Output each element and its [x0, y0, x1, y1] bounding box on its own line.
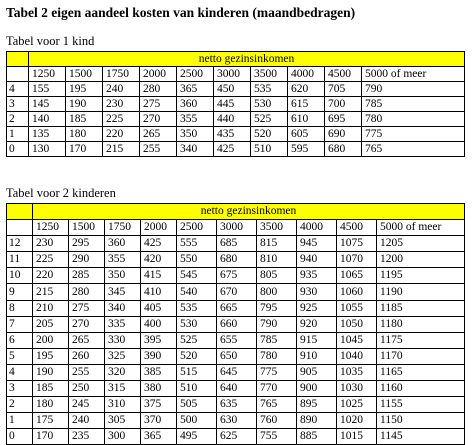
row-label: 1	[7, 413, 33, 429]
table-cell: 780	[257, 348, 297, 364]
table-cell: 695	[325, 112, 362, 127]
table-cell: 350	[177, 127, 214, 142]
table-cell: 1025	[337, 397, 377, 413]
table-cell: 265	[69, 332, 105, 348]
table-cell: 685	[217, 236, 257, 252]
table-cell: 140	[29, 112, 66, 127]
table-cell: 790	[362, 82, 465, 97]
table-cell: 340	[105, 300, 141, 316]
table-cell: 365	[141, 429, 177, 445]
table-cell: 930	[297, 284, 337, 300]
table-cell: 755	[257, 429, 297, 445]
row-label: 5	[7, 348, 33, 364]
table-cell: 270	[69, 316, 105, 332]
row-label: 12	[7, 236, 33, 252]
table-cell: 545	[177, 268, 217, 284]
table-cell: 190	[33, 364, 69, 380]
row-label: 2	[7, 112, 29, 127]
table-cell: 130	[29, 142, 66, 157]
table-cell: 330	[105, 332, 141, 348]
table-cell: 175	[33, 413, 69, 429]
table-cell: 920	[297, 316, 337, 332]
table-cell: 1185	[377, 300, 465, 316]
table-cell: 180	[66, 127, 103, 142]
table-cell: 295	[69, 236, 105, 252]
table-row	[7, 397, 465, 413]
table-cell: 765	[362, 142, 465, 157]
table-cell: 145	[29, 97, 66, 112]
table-cell: 1200	[377, 252, 465, 268]
table-cell: 595	[288, 142, 325, 157]
column-label: 4000	[297, 220, 337, 236]
table-cell: 645	[217, 364, 257, 380]
table-cell: 1165	[377, 364, 465, 380]
table-cell: 250	[69, 381, 105, 397]
table-cell: 320	[105, 364, 141, 380]
table-cell: 230	[33, 236, 69, 252]
corner-cell	[7, 220, 33, 236]
table-cell: 200	[33, 332, 69, 348]
table-row	[7, 284, 465, 300]
table-cell: 660	[217, 316, 257, 332]
table-cell: 1045	[337, 332, 377, 348]
table-cell: 535	[177, 300, 217, 316]
table-cell: 785	[257, 332, 297, 348]
table-row	[7, 127, 465, 142]
table-cell: 405	[141, 300, 177, 316]
row-label: 2	[7, 397, 33, 413]
table-cell: 380	[141, 381, 177, 397]
table-cell: 135	[29, 127, 66, 142]
table-cell: 705	[325, 82, 362, 97]
table-cell: 525	[177, 332, 217, 348]
table-cell: 215	[33, 284, 69, 300]
table-cell: 1060	[337, 284, 377, 300]
row-label: 6	[7, 332, 33, 348]
table-cell: 940	[297, 252, 337, 268]
table-cell: 375	[141, 397, 177, 413]
table-cell: 1160	[377, 381, 465, 397]
column-label: 5000 of meer	[377, 220, 465, 236]
table-cell: 210	[33, 300, 69, 316]
table-cell: 895	[297, 397, 337, 413]
table-cell: 440	[214, 112, 251, 127]
table-cell: 1170	[377, 348, 465, 364]
row-label: 3	[7, 381, 33, 397]
table-cell: 255	[140, 142, 177, 157]
table-cell: 1040	[337, 348, 377, 364]
table-cell: 1175	[377, 332, 465, 348]
table-cell: 1035	[337, 364, 377, 380]
table-cell: 925	[297, 300, 337, 316]
table-row	[7, 364, 465, 380]
table-cell: 325	[105, 348, 141, 364]
row-label: 0	[7, 142, 29, 157]
table-cell: 290	[69, 252, 105, 268]
table-row	[7, 268, 465, 284]
table-cell: 530	[251, 97, 288, 112]
table-2-kinderen	[6, 203, 465, 445]
table-cell: 280	[140, 82, 177, 97]
table-cell: 205	[33, 316, 69, 332]
table-cell: 410	[141, 284, 177, 300]
table-cell: 355	[177, 112, 214, 127]
table-cell: 605	[288, 127, 325, 142]
table-cell: 215	[103, 142, 140, 157]
table-cell: 900	[297, 381, 337, 397]
table-cell: 535	[251, 82, 288, 97]
table-cell: 665	[217, 300, 257, 316]
table-cell: 775	[362, 127, 465, 142]
column-label: 1750	[103, 67, 140, 82]
table-cell: 905	[297, 364, 337, 380]
table-cell: 1070	[337, 252, 377, 268]
table-row	[7, 348, 465, 364]
income-header: netto gezinsinkomen	[29, 52, 465, 67]
table-cell: 945	[297, 236, 337, 252]
table-cell: 555	[177, 236, 217, 252]
row-label: 7	[7, 316, 33, 332]
table-cell: 170	[33, 429, 69, 445]
table-cell: 620	[288, 82, 325, 97]
column-label: 1250	[33, 220, 69, 236]
table-row	[7, 332, 465, 348]
table-cell: 225	[33, 252, 69, 268]
table-cell: 315	[105, 381, 141, 397]
table-cell: 225	[103, 112, 140, 127]
table1-caption: Tabel voor 1 kind	[6, 34, 95, 48]
column-label: 3000	[214, 67, 251, 82]
table-cell: 510	[177, 381, 217, 397]
table-1-kind	[6, 51, 465, 157]
table-cell: 1150	[377, 413, 465, 429]
header-blank-cell	[7, 52, 29, 67]
table-cell: 635	[217, 397, 257, 413]
table-cell: 1145	[377, 429, 465, 445]
table-cell: 630	[217, 413, 257, 429]
table-row	[7, 413, 465, 429]
table-cell: 415	[141, 268, 177, 284]
table-cell: 260	[69, 348, 105, 364]
table-row	[7, 236, 465, 252]
table-cell: 1155	[377, 397, 465, 413]
table-cell: 1190	[377, 284, 465, 300]
table-cell: 700	[325, 97, 362, 112]
column-label: 4500	[337, 220, 377, 236]
table-cell: 275	[140, 97, 177, 112]
table-cell: 1015	[337, 429, 377, 445]
table-cell: 760	[257, 413, 297, 429]
table-cell: 235	[69, 429, 105, 445]
table-cell: 155	[29, 82, 66, 97]
table-cell: 390	[141, 348, 177, 364]
table-cell: 285	[69, 268, 105, 284]
row-label: 8	[7, 300, 33, 316]
table-cell: 1055	[337, 300, 377, 316]
column-label: 3000	[217, 220, 257, 236]
table-cell: 670	[217, 284, 257, 300]
table-row	[7, 252, 465, 268]
table-cell: 520	[177, 348, 217, 364]
table-row	[7, 316, 465, 332]
table-cell: 500	[177, 413, 217, 429]
table-cell: 180	[33, 397, 69, 413]
table-cell: 265	[140, 127, 177, 142]
column-label: 1500	[69, 220, 105, 236]
table-cell: 425	[214, 142, 251, 157]
table-cell: 280	[69, 284, 105, 300]
table-cell: 340	[177, 142, 214, 157]
table-cell: 775	[257, 364, 297, 380]
column-label: 3500	[251, 67, 288, 82]
table-header-row	[7, 52, 465, 67]
table-cell: 450	[214, 82, 251, 97]
table-cell: 540	[177, 284, 217, 300]
table-cell: 1180	[377, 316, 465, 332]
table-cell: 1020	[337, 413, 377, 429]
table-cell: 1075	[337, 236, 377, 252]
row-label: 0	[7, 429, 33, 445]
table-cell: 675	[217, 268, 257, 284]
table-cell: 360	[105, 236, 141, 252]
row-label: 11	[7, 252, 33, 268]
table-cell: 185	[33, 381, 69, 397]
table-cell: 1205	[377, 236, 465, 252]
table-cell: 385	[141, 364, 177, 380]
table-cell: 935	[297, 268, 337, 284]
table-cell: 360	[177, 97, 214, 112]
table-cell: 220	[103, 127, 140, 142]
table-cell: 690	[325, 127, 362, 142]
column-label: 2500	[177, 220, 217, 236]
column-label: 3500	[257, 220, 297, 236]
table-cell: 240	[69, 413, 105, 429]
table-cell: 255	[69, 364, 105, 380]
table-cell: 915	[297, 332, 337, 348]
corner-cell	[7, 67, 29, 82]
column-label: 2000	[140, 67, 177, 82]
table-cell: 815	[257, 236, 297, 252]
column-label: 1500	[66, 67, 103, 82]
table-cell: 310	[105, 397, 141, 413]
table-cell: 885	[297, 429, 337, 445]
table-header-row	[7, 204, 465, 220]
table-cell: 300	[105, 429, 141, 445]
table-cell: 420	[141, 252, 177, 268]
table-cell: 230	[103, 97, 140, 112]
column-label: 1250	[29, 67, 66, 82]
table-cell: 275	[69, 300, 105, 316]
column-label: 4500	[325, 67, 362, 82]
table-cell: 515	[177, 364, 217, 380]
table-cell: 610	[288, 112, 325, 127]
document-title: Tabel 2 eigen aandeel kosten van kinderen (maandbedragen)	[6, 5, 356, 20]
column-label: 5000 of meer	[362, 67, 465, 82]
table-row	[7, 429, 465, 445]
column-label: 4000	[288, 67, 325, 82]
table2-caption: Tabel voor 2 kinderen	[6, 186, 116, 200]
table-cell: 270	[140, 112, 177, 127]
row-label: 3	[7, 97, 29, 112]
table-cell: 680	[217, 252, 257, 268]
table-cell: 435	[214, 127, 251, 142]
table-cell: 335	[105, 316, 141, 332]
row-label: 9	[7, 284, 33, 300]
table-cell: 525	[251, 112, 288, 127]
table-cell: 1050	[337, 316, 377, 332]
table-cell: 370	[141, 413, 177, 429]
row-label: 4	[7, 364, 33, 380]
table-cell: 345	[105, 284, 141, 300]
table-cell: 805	[257, 268, 297, 284]
table-cell: 245	[69, 397, 105, 413]
table-cell: 810	[257, 252, 297, 268]
table-cell: 910	[297, 348, 337, 364]
table-cell: 395	[141, 332, 177, 348]
table-cell: 195	[33, 348, 69, 364]
table-cell: 790	[257, 316, 297, 332]
column-label: 2000	[141, 220, 177, 236]
row-label: 10	[7, 268, 33, 284]
column-labels-row	[7, 67, 465, 82]
table-cell: 195	[66, 82, 103, 97]
table-cell: 800	[257, 284, 297, 300]
table-cell: 220	[33, 268, 69, 284]
table-cell: 625	[217, 429, 257, 445]
table-cell: 530	[177, 316, 217, 332]
table-row	[7, 82, 465, 97]
table-cell: 1030	[337, 381, 377, 397]
table-row	[7, 112, 465, 127]
table-cell: 655	[217, 332, 257, 348]
table-cell: 350	[105, 268, 141, 284]
row-label: 4	[7, 82, 29, 97]
table-cell: 305	[105, 413, 141, 429]
table-cell: 680	[325, 142, 362, 157]
table-row	[7, 381, 465, 397]
table-cell: 520	[251, 127, 288, 142]
table-cell: 640	[217, 381, 257, 397]
table-cell: 400	[141, 316, 177, 332]
table-cell: 355	[105, 252, 141, 268]
table-cell: 365	[177, 82, 214, 97]
table-cell: 770	[257, 381, 297, 397]
table-cell: 650	[217, 348, 257, 364]
table-cell: 510	[251, 142, 288, 157]
table-cell: 890	[297, 413, 337, 429]
table-cell: 550	[177, 252, 217, 268]
column-label: 2500	[177, 67, 214, 82]
table-cell: 795	[257, 300, 297, 316]
table-row	[7, 97, 465, 112]
table-cell: 495	[177, 429, 217, 445]
table-row	[7, 142, 465, 157]
table-cell: 1065	[337, 268, 377, 284]
row-label: 1	[7, 127, 29, 142]
table-cell: 1195	[377, 268, 465, 284]
table-cell: 445	[214, 97, 251, 112]
table-cell: 185	[66, 112, 103, 127]
table-cell: 425	[141, 236, 177, 252]
table-cell: 505	[177, 397, 217, 413]
income-header: netto gezinsinkomen	[33, 204, 465, 220]
table-cell: 190	[66, 97, 103, 112]
column-label: 1750	[105, 220, 141, 236]
table-cell: 615	[288, 97, 325, 112]
table-cell: 170	[66, 142, 103, 157]
column-labels-row	[7, 220, 465, 236]
table-cell: 765	[257, 397, 297, 413]
table-row	[7, 300, 465, 316]
table-cell: 780	[362, 112, 465, 127]
header-blank-cell	[7, 204, 33, 220]
table-cell: 240	[103, 82, 140, 97]
table-cell: 785	[362, 97, 465, 112]
